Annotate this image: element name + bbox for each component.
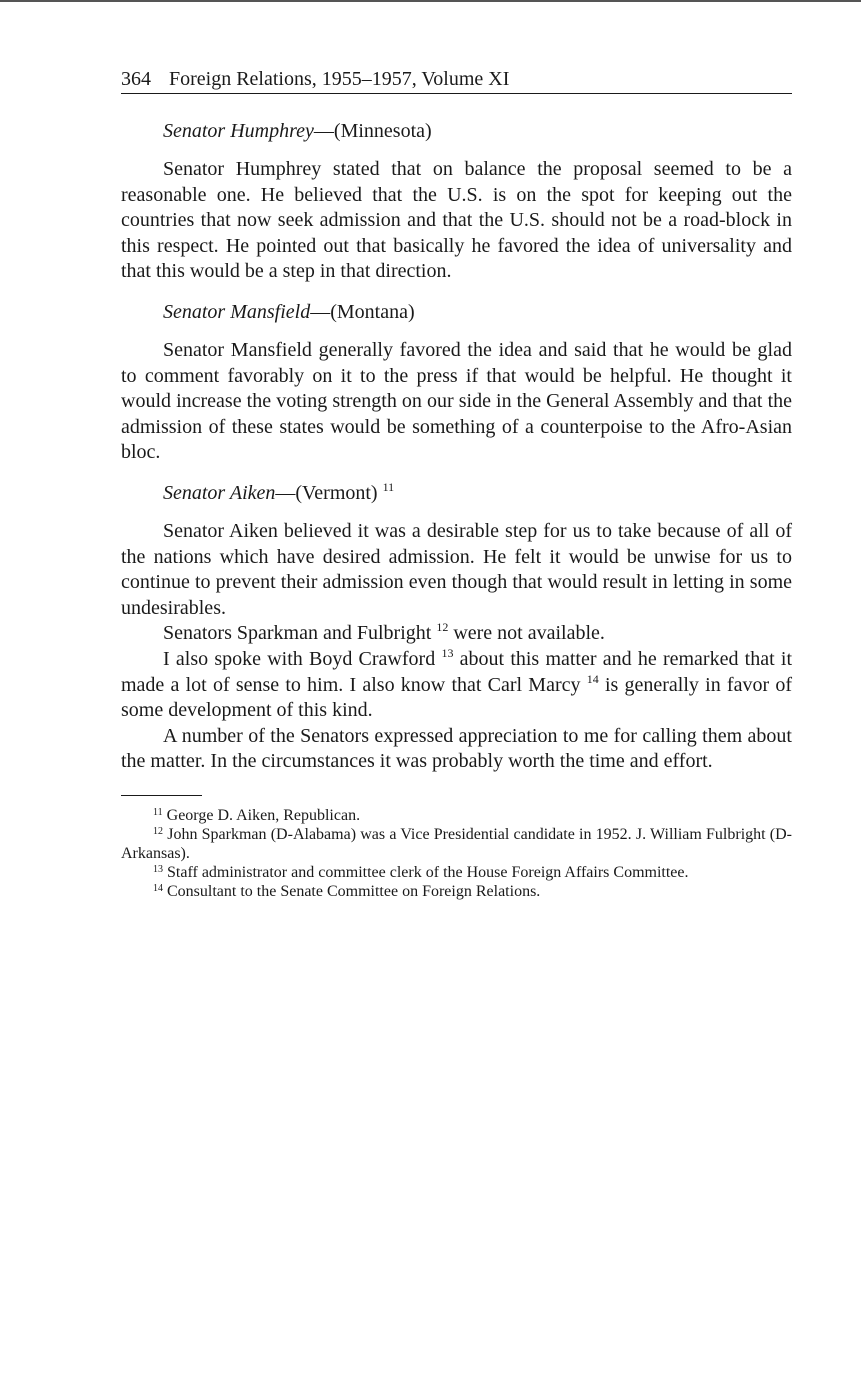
footnote-11: [121, 806, 792, 825]
footnote-14: [121, 882, 792, 901]
footnotes: [121, 806, 792, 901]
running-head: [121, 66, 792, 94]
speaker-state: —(Vermont): [275, 481, 378, 504]
footnote-text: Staff administrator and committee clerk of the House Foreign Affairs Committee.: [167, 864, 689, 882]
footnote-text: George D. Aiken, Republican.: [166, 807, 361, 825]
paragraph-text: Senators Sparkman and Fulbright: [163, 622, 432, 645]
paragraph-text: is generally in favor of some development of this kind.: [121, 673, 792, 722]
top-edge-rule: [0, 0, 861, 2]
speaker-heading-aiken: [121, 480, 792, 506]
speaker-name: Senator Humphrey: [163, 120, 314, 142]
running-title: Foreign Relations, 1955–1957, Volume XI: [169, 68, 510, 90]
speaker-name: Senator Mansfield: [163, 300, 311, 323]
footnote-13: [121, 863, 792, 882]
footnote-number: 12: [153, 826, 163, 838]
paragraph-sparkman-fulbright: [121, 621, 792, 647]
footnote-ref: 13: [441, 645, 454, 660]
footnote-number: 13: [153, 864, 163, 876]
footnote-text: Consultant to the Senate Committee on Foreign Relations.: [167, 883, 541, 901]
paragraph-text: I also spoke with Boyd Crawford: [163, 647, 436, 670]
page-number: 364: [121, 68, 151, 90]
paragraph-text: about this matter and he remarked that it made a lot of sense to him. I also know that Carl Marcy: [121, 647, 793, 696]
speaker-heading-mansfield: [121, 299, 792, 325]
footnote-text: John Sparkman (D-Alabama) was a Vice Presidential candidate in 1952. J. William Fulbright (D-Arkansas).: [121, 826, 793, 863]
speaker-state: —(Montana): [310, 300, 415, 323]
speaker-heading-humphrey: [121, 118, 792, 144]
paragraph-text: were not available.: [448, 622, 605, 645]
footnote-number: 14: [153, 883, 163, 895]
footnote-number: 11: [153, 807, 163, 819]
paragraph-humphrey: Senator Humphrey stated that on balance the proposal seemed to be a reasonable one. He believed that the U.S. is on the spot for keeping out the countries that now seek admission and that the U.S. should not be a road-block in this respect. He pointed out that basically he favored the idea of universality and that this would be a step in that direction.: [121, 158, 792, 283]
footnote-separator: [121, 795, 202, 797]
footnote-12: [121, 825, 792, 863]
paragraph-appreciation: A number of the Senators expressed appreciation to me for calling them about the matter. In the circumstances it was probably worth the time and effort.: [121, 724, 792, 773]
footnote-ref: 12: [436, 620, 449, 635]
document-page: [121, 66, 792, 901]
footnote-ref: 14: [586, 671, 599, 686]
footnote-ref: 11: [382, 479, 395, 494]
speaker-state: —(Minnesota): [313, 120, 432, 142]
paragraph-crawford-marcy: [121, 647, 792, 724]
speaker-name: Senator Aiken: [163, 481, 276, 504]
paragraph-mansfield: Senator Mansfield generally favored the idea and said that he would be glad to comment favorably on it to the press if that would be helpful. He thought it would increase the voting strength on our side in the General Assembly and that the admission of these states would be something of a counterpoise to the Afro-Asian bloc.: [121, 338, 792, 464]
paragraph-aiken: Senator Aiken believed it was a desirable step for us to take because of all of the nations which have desired admission. He felt it would be unwise for us to continue to prevent their admission even though that would result in letting in some undesirables.: [121, 519, 792, 619]
